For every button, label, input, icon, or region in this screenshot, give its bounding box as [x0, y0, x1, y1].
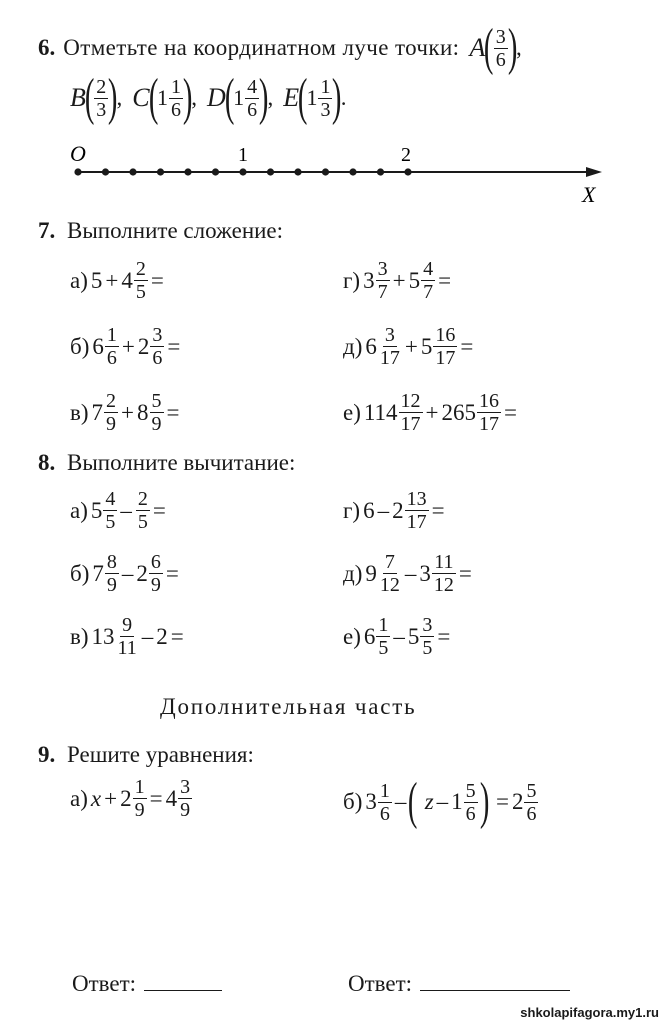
task9-paren-open: (	[408, 773, 418, 830]
point-paren-close: )	[332, 69, 342, 126]
task8-number: 8.	[38, 450, 56, 475]
task8-item	[343, 551, 475, 596]
task8-fraction	[432, 551, 456, 596]
task8-numerator: 1	[378, 614, 389, 636]
task7-numerator: 16	[435, 324, 456, 346]
task8-numerator: 2	[137, 488, 148, 510]
task7-denominator: 7	[377, 281, 388, 303]
point-separator: .	[340, 85, 347, 110]
task8-number: 5	[407, 623, 420, 649]
point-paren-open: (	[84, 69, 95, 126]
task8-denominator: 9	[150, 574, 161, 596]
answer-left-line	[144, 970, 222, 991]
task8-item-label: в)	[70, 623, 89, 649]
point-paren-open: (	[484, 19, 494, 76]
task7-operator: =	[438, 267, 452, 293]
task8-fraction	[149, 551, 163, 596]
point-B	[70, 69, 123, 126]
ray-division-dot	[212, 168, 219, 175]
task7-denominator: 9	[151, 413, 162, 435]
point-denominator: 6	[247, 98, 258, 121]
task8-fraction	[103, 488, 117, 533]
task8-number: 5	[90, 497, 103, 523]
task7-item-label: а)	[70, 267, 88, 293]
point-whole: 1	[156, 85, 168, 110]
task6-heading	[38, 19, 522, 76]
ray-origin-label: O	[70, 141, 86, 166]
ray-axis-label: X	[582, 182, 596, 207]
point-fraction	[245, 76, 259, 121]
task8-denominator: 17	[406, 511, 427, 533]
point-A	[469, 19, 522, 76]
task8-operator: =	[170, 623, 184, 649]
task9-heading	[38, 742, 254, 768]
task7-denominator: 17	[400, 413, 421, 435]
point-denominator: 3	[320, 98, 331, 121]
task9-operator: –	[394, 789, 407, 814]
task7-item	[70, 324, 183, 369]
coordinate-ray	[0, 140, 665, 210]
point-D	[207, 69, 274, 126]
task9-number: 2	[120, 785, 132, 811]
task8-numerator: 13	[406, 488, 427, 510]
point-fraction	[169, 76, 183, 121]
task8-numerator: 7	[384, 551, 395, 573]
task7-operator: +	[105, 267, 119, 293]
task8-fraction	[105, 551, 119, 596]
task7-denominator: 7	[423, 281, 434, 303]
task9-denominator: 6	[379, 802, 390, 825]
task8-denominator: 11	[117, 637, 137, 659]
point-E	[283, 69, 347, 126]
task9-numerator: 5	[465, 779, 476, 802]
task9-variable: x	[90, 785, 102, 811]
task8-number: 3	[419, 560, 431, 586]
task7-item-label: б)	[70, 333, 90, 359]
task6-points-row	[70, 69, 357, 126]
point-paren-open: (	[224, 69, 235, 126]
task9-number: 1	[451, 789, 463, 814]
point-numerator: 3	[495, 25, 506, 48]
task8-item-label: а)	[70, 497, 88, 523]
task7-numerator: 5	[151, 390, 162, 412]
ray-label-1: 1	[238, 144, 248, 166]
task7-item	[343, 390, 520, 435]
point-separator: ,	[516, 35, 522, 60]
ray-division-dot	[74, 168, 81, 175]
task7-item-label: д)	[343, 333, 363, 359]
ray-division-dot	[157, 168, 164, 175]
point-whole: 1	[306, 85, 318, 110]
task8-operator: –	[141, 623, 154, 649]
task7-denominator: 17	[379, 347, 400, 369]
task7-item-label: в)	[70, 399, 89, 425]
answer-right-label: Ответ:	[348, 971, 413, 996]
point-fraction	[94, 76, 108, 121]
task9-numerator: 5	[526, 779, 537, 802]
ray-division-dot	[239, 168, 246, 175]
task7-numerator: 2	[106, 390, 117, 412]
task7-operator: =	[167, 333, 181, 359]
task7-number: 7	[91, 399, 104, 425]
task8-fraction	[378, 551, 402, 596]
task8-numerator: 11	[434, 551, 454, 573]
task9-variable: z	[424, 789, 434, 814]
point-denominator: 6	[170, 98, 181, 121]
task8-denominator: 9	[106, 574, 117, 596]
task9-fraction	[178, 776, 192, 821]
task7-fraction	[399, 390, 423, 435]
task9-paren-close: )	[479, 773, 490, 830]
task7-denominator: 17	[435, 347, 456, 369]
task7-denominator: 17	[479, 413, 500, 435]
task9-item-label: а)	[70, 785, 88, 811]
task7-item	[70, 258, 167, 303]
task7-operator: =	[166, 399, 180, 425]
extra-section-title: Дополнительная часть	[160, 694, 417, 719]
task9-numerator: 1	[379, 779, 390, 802]
task8-numerator: 6	[150, 551, 161, 573]
point-paren-close: )	[182, 69, 193, 126]
task7-numerator: 4	[423, 258, 434, 280]
task7-heading	[38, 218, 283, 244]
task8-item-label: д)	[343, 560, 363, 586]
task8-denominator: 12	[433, 574, 454, 596]
task7-fraction	[105, 324, 119, 369]
task8-fraction	[405, 488, 429, 533]
task7-numerator: 2	[135, 258, 146, 280]
point-fraction	[318, 76, 332, 121]
task7-item-label: е)	[343, 399, 361, 425]
task7-item	[343, 258, 454, 303]
point-whole: 1	[233, 85, 245, 110]
task8-operator: =	[458, 560, 472, 586]
task8-item-label: б)	[70, 560, 90, 586]
task9-numerator: 3	[180, 776, 191, 798]
task8-numerator: 3	[422, 614, 433, 636]
task8-denominator: 5	[422, 637, 433, 659]
point-numerator: 2	[96, 75, 107, 98]
task9-number: 3	[365, 789, 377, 814]
task8-fraction	[136, 488, 150, 533]
task8-number: 2	[136, 560, 148, 586]
footer-site: shkolapifagora.my1.ru	[520, 1005, 659, 1020]
task7-number: 6	[365, 333, 377, 359]
task9-operator: –	[436, 789, 449, 814]
task8-denominator: 12	[379, 574, 400, 596]
point-separator: ,	[267, 85, 274, 110]
task7-fraction	[134, 258, 148, 303]
task7-number: 5	[90, 267, 103, 293]
task7-denominator: 9	[106, 413, 117, 435]
task7-numerator: 1	[106, 324, 117, 346]
task7-fraction	[104, 390, 118, 435]
ray-division-dot	[129, 168, 136, 175]
task8-fraction	[420, 614, 434, 659]
task7-fraction	[378, 324, 402, 369]
task9-number: 4	[165, 785, 178, 811]
task7-fraction	[477, 390, 501, 435]
ray-division-dot	[102, 168, 109, 175]
point-numerator: 1	[170, 75, 181, 98]
task8-number: 6	[363, 497, 375, 523]
task7-number: 265	[441, 399, 477, 425]
task8-operator: –	[377, 497, 390, 523]
task8-numerator: 4	[105, 488, 116, 510]
task7-denominator: 6	[106, 347, 117, 369]
ray-division-dot	[267, 168, 274, 175]
task7-operator: +	[425, 399, 439, 425]
point-denominator: 6	[495, 48, 506, 71]
answer-right	[348, 970, 570, 997]
task7-fraction	[421, 258, 435, 303]
task7-number: 7.	[38, 218, 56, 243]
task8-item	[343, 488, 448, 533]
task8-fraction	[376, 614, 390, 659]
task8-item-label: е)	[343, 623, 361, 649]
task8-numerator: 8	[106, 551, 117, 573]
task7-item-label: г)	[343, 267, 361, 293]
task8-item	[70, 488, 169, 533]
task8-operator: =	[431, 497, 445, 523]
task8-number: 9	[365, 560, 377, 586]
task7-numerator: 3	[152, 324, 163, 346]
answer-right-line	[420, 970, 570, 991]
task8-heading	[38, 450, 295, 476]
point-separator: ,	[191, 85, 198, 110]
point-paren-open: (	[148, 69, 159, 126]
task8-denominator: 5	[105, 511, 116, 533]
task7-number: 4	[121, 267, 133, 293]
task9-denominator: 6	[465, 802, 476, 825]
task8-fraction	[116, 614, 139, 659]
task8-number: 7	[92, 560, 104, 586]
task9-item	[70, 776, 195, 821]
task7-operator: +	[392, 267, 406, 293]
task8-numerator: 9	[122, 614, 133, 636]
task9-fraction	[378, 780, 392, 825]
task6-text: Отметьте на координатном луче точки:	[63, 35, 460, 60]
point-separator: ,	[116, 85, 123, 110]
task9-operator: =	[149, 785, 163, 811]
task7-numerator: 12	[400, 390, 421, 412]
task7-operator: +	[121, 399, 135, 425]
task6-number: 6.	[38, 35, 56, 60]
task7-denominator: 6	[152, 347, 163, 369]
task9-denominator: 9	[134, 799, 145, 821]
point-C	[132, 69, 198, 126]
ray-arrowhead	[586, 167, 602, 177]
task9-number: 2	[511, 789, 524, 814]
point-name: D	[207, 83, 226, 112]
task8-item	[70, 614, 187, 659]
answer-left	[72, 970, 222, 997]
task9-operator: +	[104, 785, 118, 811]
ray-division-dot	[322, 168, 329, 175]
task8-denominator: 5	[378, 637, 389, 659]
ray-division-dot	[377, 168, 384, 175]
task9-fraction	[524, 780, 538, 825]
point-name: E	[283, 83, 300, 112]
task8-operator: –	[393, 623, 405, 649]
point-paren-close: )	[259, 69, 269, 126]
task7-item	[70, 390, 183, 435]
task7-text: Выполните сложение:	[67, 218, 284, 243]
task7-operator: +	[121, 333, 135, 359]
point-name: B	[70, 83, 86, 112]
task7-numerator: 3	[377, 258, 388, 280]
task7-fraction	[150, 324, 164, 369]
task9-item	[343, 773, 541, 830]
task7-item	[343, 324, 476, 369]
task7-operator: =	[150, 267, 164, 293]
task9-text: Решите уравнения:	[67, 742, 254, 767]
task7-number: 114	[363, 399, 398, 425]
task8-operator: =	[165, 560, 179, 586]
point-fraction	[494, 26, 508, 71]
task8-number: 13	[91, 623, 115, 649]
ray-label-2: 2	[401, 144, 411, 166]
task9-number: 9.	[38, 742, 56, 767]
task7-number: 2	[137, 333, 150, 359]
task7-number: 5	[420, 333, 433, 359]
task9-numerator: 1	[134, 776, 145, 798]
task7-operator: =	[460, 333, 474, 359]
task8-item	[70, 551, 182, 596]
task8-number: 6	[363, 623, 376, 649]
task8-number: 2	[156, 623, 168, 649]
task8-operator: –	[404, 560, 417, 586]
point-name: A	[469, 33, 486, 62]
point-paren-close: )	[507, 19, 518, 76]
task7-fraction	[150, 390, 164, 435]
answer-left-label: Ответ:	[72, 971, 137, 996]
task7-fraction	[376, 258, 390, 303]
task7-number: 5	[408, 267, 421, 293]
ray-division-dot	[294, 168, 301, 175]
point-name: C	[132, 83, 150, 112]
task9-item-label: б)	[343, 789, 363, 814]
task7-operator: +	[404, 333, 418, 359]
task7-fraction	[433, 324, 457, 369]
task8-operator: –	[120, 497, 132, 523]
task9-operator: =	[495, 789, 509, 814]
point-paren-open: (	[298, 69, 308, 126]
task8-operator: –	[121, 560, 134, 586]
task9-denominator: 9	[180, 799, 191, 821]
task7-operator: =	[504, 399, 517, 425]
task8-item	[343, 614, 453, 659]
task7-numerator: 16	[479, 390, 500, 412]
task9-fraction	[464, 780, 478, 825]
ray-division-dot	[184, 168, 191, 175]
task8-text: Выполните вычитание:	[67, 450, 296, 475]
task9-fraction	[133, 776, 147, 821]
task7-denominator: 5	[135, 281, 146, 303]
task8-operator: =	[437, 623, 451, 649]
task8-denominator: 5	[137, 511, 148, 533]
point-denominator: 3	[96, 98, 107, 121]
task7-numerator: 3	[384, 324, 395, 346]
task8-item-label: г)	[343, 497, 361, 523]
point-paren-close: )	[108, 69, 118, 126]
point-numerator: 1	[320, 75, 331, 98]
ray-division-dot	[349, 168, 356, 175]
task7-number: 3	[363, 267, 375, 293]
task7-number: 8	[137, 399, 149, 425]
task8-number: 2	[392, 497, 404, 523]
point-numerator: 4	[247, 75, 258, 98]
ray-division-dot	[404, 168, 411, 175]
task9-denominator: 6	[526, 802, 537, 825]
task7-number: 6	[92, 333, 104, 359]
task8-operator: =	[152, 497, 166, 523]
